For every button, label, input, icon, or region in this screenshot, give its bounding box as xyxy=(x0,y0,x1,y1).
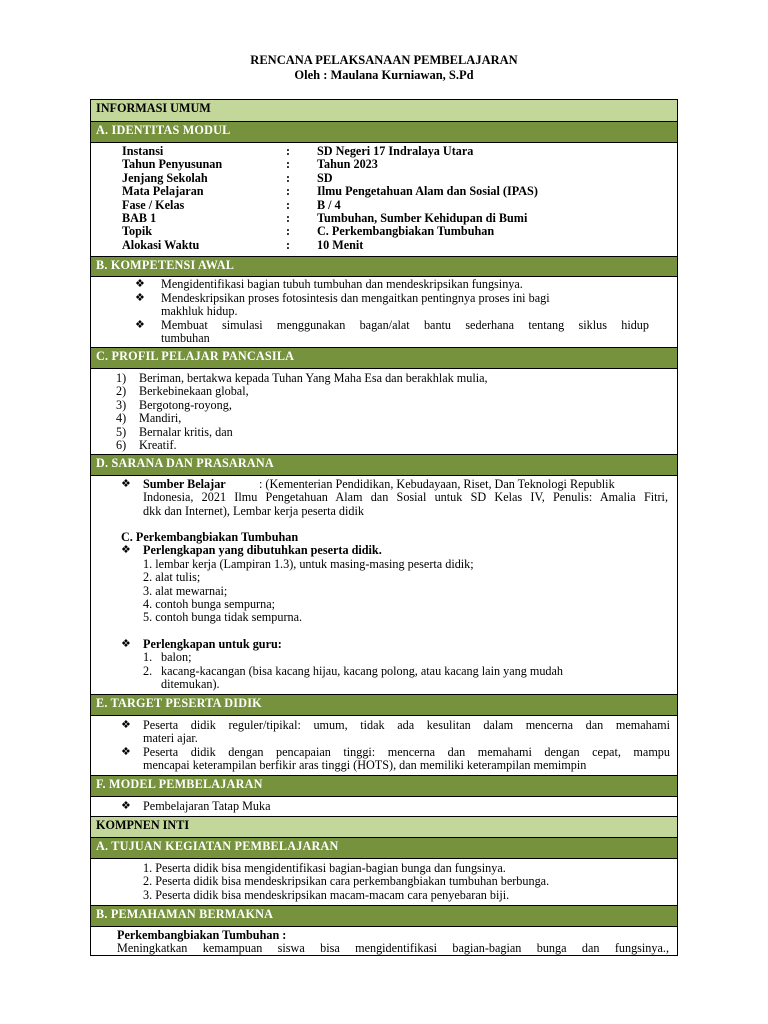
list-item: 2. alat tulis; xyxy=(143,570,201,585)
perlengkapan-siswa-heading: Perlengkapan yang dibutuhkan peserta didik. xyxy=(143,543,382,558)
identitas-value: B / 4 xyxy=(317,197,341,212)
identitas-sep: : xyxy=(286,184,291,199)
bullet-icon: ❖ xyxy=(121,478,131,490)
identitas-sep: : xyxy=(286,237,291,252)
list-item: tumbuhan xyxy=(161,331,210,346)
list-item: Bernalar kritis, dan xyxy=(139,424,233,439)
section-model-pembelajaran: F. MODEL PEMBELAJARAN xyxy=(91,775,677,797)
rpp-table xyxy=(90,99,678,956)
bullet-icon: ❖ xyxy=(121,544,131,557)
document-title: RENCANA PELAKSANAAN PEMBELAJARAN xyxy=(250,53,518,67)
sumber-belajar-text: Indonesia, 2021 Ilmu Pengetahuan Alam dan Sosial untuk SD Kelas IV, Penulis: Amalia Fitri, xyxy=(143,490,668,505)
identitas-label: Jenjang Sekolah xyxy=(122,170,208,185)
sumber-belajar-text: dkk dan Internet), Lembar kerja peserta didik xyxy=(143,503,364,518)
identitas-label: Tahun Penyusunan xyxy=(122,157,223,172)
section-informasi-umum: INFORMASI UMUM xyxy=(91,100,677,122)
list-item: Kreatif. xyxy=(139,438,177,452)
list-item: makhluk hidup. xyxy=(161,304,238,319)
section-identitas-modul: A. IDENTITAS MODUL xyxy=(91,121,677,143)
identitas-sep: : xyxy=(286,224,291,239)
list-number: 4) xyxy=(116,411,127,426)
list-item: Mendeskripsikan proses fotosintesis dan mengaitkan pentingnya proses ini bagi xyxy=(161,291,550,305)
identitas-value: Tahun 2023 xyxy=(317,157,378,172)
identitas-label: Alokasi Waktu xyxy=(122,237,200,252)
list-item: Mandiri, xyxy=(139,411,182,426)
pemahaman-subheading: Perkembangbiakan Tumbuhan : xyxy=(117,928,287,942)
sumber-belajar-label: Sumber Belajar xyxy=(143,477,226,491)
identitas-label: Fase / Kelas xyxy=(122,197,185,212)
list-number: 6) xyxy=(116,438,127,452)
list-item: 3. alat mewarnai; xyxy=(143,583,228,598)
document-author: Oleh : Maulana Kurniawan, S.Pd xyxy=(294,68,474,82)
list-item: Pembelajaran Tatap Muka xyxy=(143,799,271,813)
identitas-label: Instansi xyxy=(122,144,164,158)
list-item: Membuat simulasi menggunakan bagan/alat bantu sederhana tentang siklus hidup xyxy=(161,318,649,332)
identitas-sep: : xyxy=(286,211,291,225)
list-item: Peserta didik reguler/tipikal: umum, tidak ada kesulitan dalam mencerna dan memahami xyxy=(143,718,670,732)
list-item: 5. contoh bunga tidak sempurna. xyxy=(143,610,303,625)
identitas-sep: : xyxy=(286,170,291,185)
identitas-value: C. Perkembangbiakan Tumbuhan xyxy=(317,224,495,239)
list-item: ditemukan). xyxy=(161,677,220,692)
identitas-value: Ilmu Pengetahuan Alam dan Sosial (IPAS) xyxy=(317,184,538,199)
list-item: Peserta didik dengan pencapaian tinggi: mencerna dan memahami dengan cepat, mampu xyxy=(143,745,670,759)
list-number: 1. xyxy=(143,650,153,665)
section-pemahaman-bermakna: B. PEMAHAMAN BERMAKNA xyxy=(91,905,677,927)
identitas-value: SD Negeri 17 Indralaya Utara xyxy=(317,144,474,158)
section-kompetensi-awal: B. KOMPETENSI AWAL xyxy=(91,256,677,277)
section-komponen-inti: KOMPNEN INTI xyxy=(91,816,677,838)
identitas-label: BAB 1 xyxy=(122,211,157,225)
identitas-value: Tumbuhan, Sumber Kehidupan di Bumi xyxy=(317,211,528,225)
list-number: 3) xyxy=(116,397,127,412)
identitas-sep: : xyxy=(286,144,291,158)
list-item: Berkebinekaan global, xyxy=(139,384,249,399)
list-item: 2. Peserta didik bisa mendeskripsikan cara perkembangbiakan tumbuhan berbunga. xyxy=(143,874,550,889)
list-item: mencapai keterampilan berfikir aras tinggi (HOTS), dan memiliki keterampilan memimpin xyxy=(143,758,587,773)
bullet-icon: ❖ xyxy=(121,719,131,731)
identitas-value: SD xyxy=(317,170,333,185)
pemahaman-text: Meningkatkan kemampuan siswa bisa mengidentifikasi bagian-bagian bunga dan fungsinya., xyxy=(117,941,669,956)
sumber-belajar-text: : (Kementerian Pendidikan, Kebudayaan, Riset, Dan Teknologi Republik xyxy=(259,477,615,491)
list-item: 4. contoh bunga sempurna; xyxy=(143,597,276,611)
section-tujuan-kegiatan: A. TUJUAN KEGIATAN PEMBELAJARAN xyxy=(91,837,677,859)
identitas-sep: : xyxy=(286,157,291,172)
list-number: 2) xyxy=(116,384,127,399)
list-item: Mengidentifikasi bagian tubuh tumbuhan dan mendeskripsikan fungsinya. xyxy=(161,277,523,291)
list-number: 5) xyxy=(116,424,127,439)
sub-topic-title: C. Perkembangbiakan Tumbuhan xyxy=(121,530,299,544)
list-number: 2. xyxy=(143,663,153,678)
bullet-icon: ❖ xyxy=(135,278,145,290)
identitas-label: Topik xyxy=(122,224,153,239)
list-number: 1) xyxy=(116,371,127,385)
bullet-icon: ❖ xyxy=(121,746,131,758)
bullet-icon: ❖ xyxy=(121,800,131,812)
list-item: Bergotong-royong, xyxy=(139,397,232,412)
list-item: balon; xyxy=(161,650,192,665)
list-item: 1. Peserta didik bisa mengidentifikasi bagian-bagian bunga dan fungsinya. xyxy=(143,861,506,875)
identitas-label: Mata Pelajaran xyxy=(122,184,204,199)
bullet-icon: ❖ xyxy=(121,638,131,650)
section-profil-pancasila: C. PROFIL PELAJAR PANCASILA xyxy=(91,347,677,369)
section-target-peserta-didik: E. TARGET PESERTA DIDIK xyxy=(91,694,677,716)
bullet-icon: ❖ xyxy=(135,319,145,331)
perlengkapan-guru-heading: Perlengkapan untuk guru: xyxy=(143,637,282,651)
bullet-icon: ❖ xyxy=(135,292,145,304)
list-item: kacang-kacangan (bisa kacang hijau, kacang polong, atau kacang lain yang mudah xyxy=(161,663,564,678)
list-item: 1. lembar kerja (Lampiran 1.3), untuk masing-masing peserta didik; xyxy=(143,556,474,571)
identitas-sep: : xyxy=(286,197,291,212)
list-item: materi ajar. xyxy=(143,731,198,746)
section-sarana-prasarana: D. SARANA DAN PRASARANA xyxy=(91,454,677,476)
identitas-value: 10 Menit xyxy=(317,237,364,252)
list-item: 3. Peserta didik bisa mendeskripsikan macam-macam cara penyebaran biji. xyxy=(143,887,510,902)
list-item: Beriman, bertakwa kepada Tuhan Yang Maha Esa dan berakhlak mulia, xyxy=(139,371,488,385)
